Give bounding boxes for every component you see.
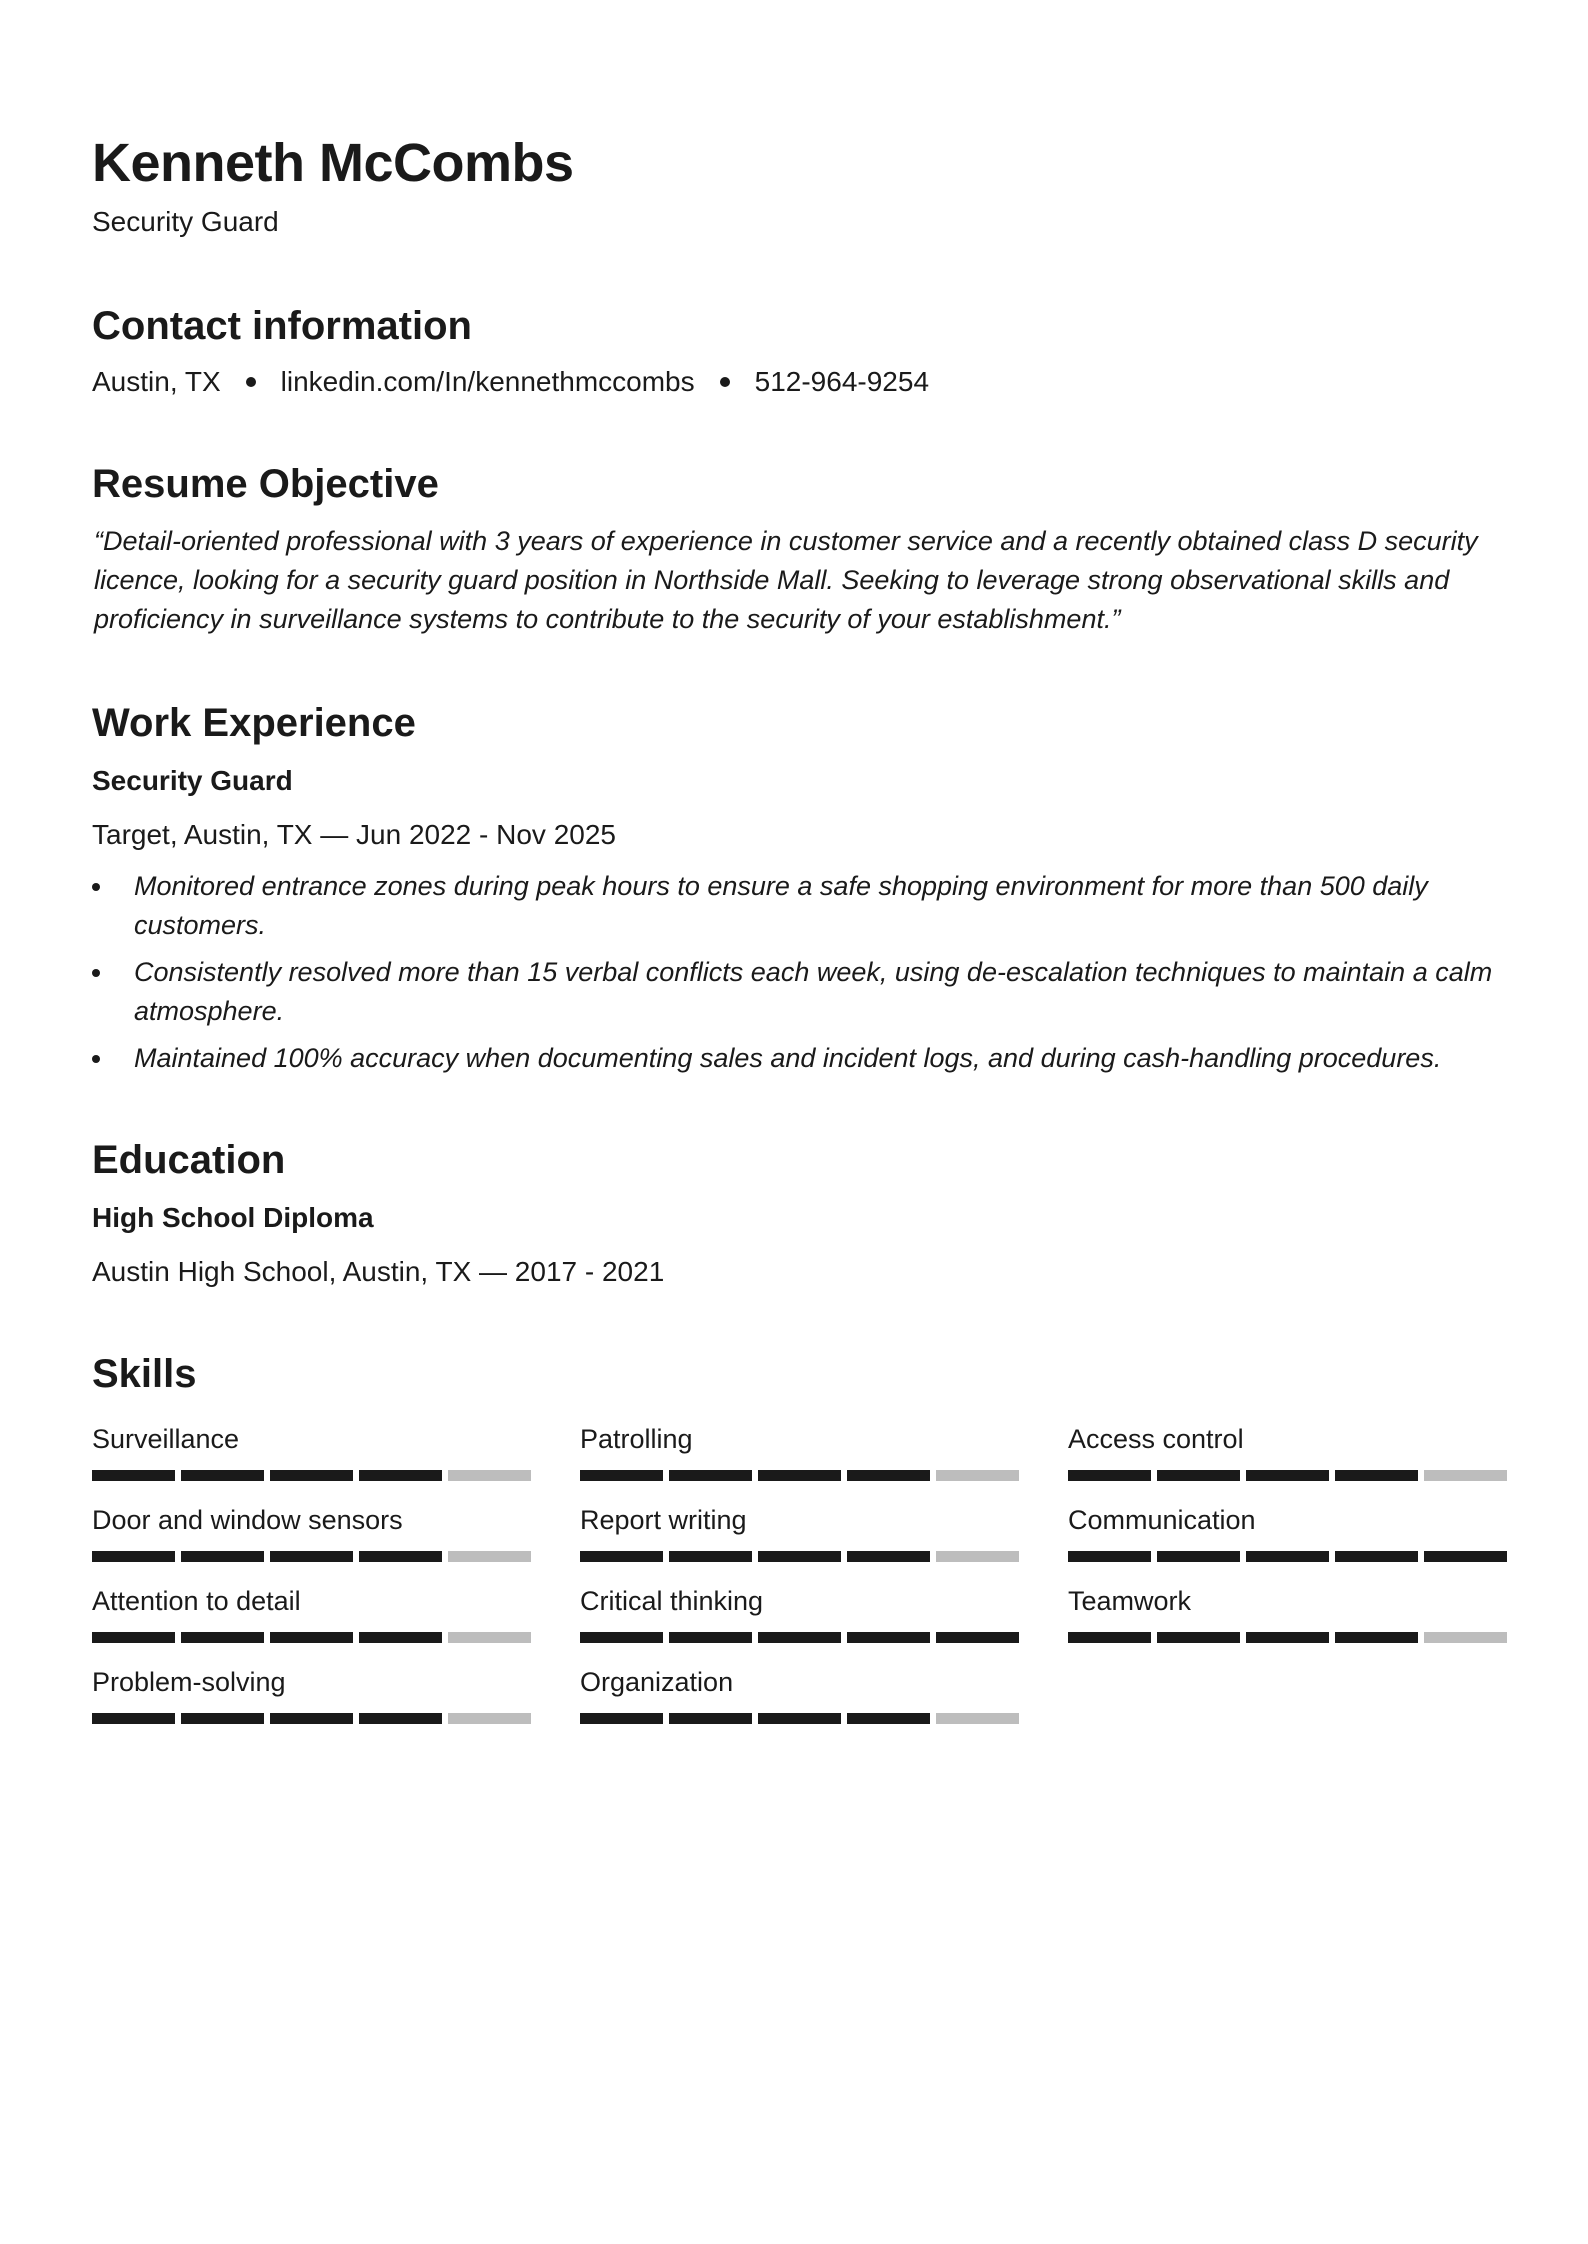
skill-level-segment-empty xyxy=(1424,1470,1507,1481)
skill-level-segment-filled xyxy=(669,1713,752,1724)
job-entry xyxy=(92,763,1496,1078)
skill-name: Teamwork xyxy=(1068,1586,1192,1616)
skill-name: Surveillance xyxy=(92,1424,240,1454)
skill-item xyxy=(1068,1422,1508,1481)
skill-level-segment-filled xyxy=(92,1713,175,1724)
job-bullet: Monitored entrance zones during peak hours to ensure a safe shopping environment for more than 500 daily customers. xyxy=(92,867,1534,945)
skill-level-segment-filled xyxy=(580,1713,663,1724)
skill-item xyxy=(580,1503,1020,1562)
contact-phone[interactable]: 512-964-9254 xyxy=(754,366,930,397)
skill-level-bar xyxy=(92,1713,532,1724)
skill-level-segment-filled xyxy=(847,1551,930,1562)
skill-level-segment-filled xyxy=(92,1551,175,1562)
skill-level-segment-filled xyxy=(270,1632,353,1643)
skill-level-segment-filled xyxy=(847,1713,930,1724)
skill-level-segment-empty xyxy=(448,1632,531,1643)
experience-section xyxy=(92,697,1496,1078)
contact-section xyxy=(92,300,1496,400)
job-bullets xyxy=(92,867,1496,1078)
skill-level-segment-filled xyxy=(936,1632,1019,1643)
objective-section xyxy=(92,458,1496,639)
skill-level-segment-filled xyxy=(1424,1551,1507,1562)
skill-level-segment-filled xyxy=(1335,1632,1418,1643)
skill-level-segment-filled xyxy=(669,1551,752,1562)
experience-heading: Work Experience xyxy=(92,701,416,745)
skill-level-segment-filled xyxy=(1157,1632,1240,1643)
skill-level-segment-filled xyxy=(270,1470,353,1481)
skills-section xyxy=(92,1348,1496,1724)
skill-level-segment-filled xyxy=(270,1713,353,1724)
skill-level-segment-empty xyxy=(448,1551,531,1562)
skill-item xyxy=(92,1503,532,1562)
skill-level-segment-filled xyxy=(758,1551,841,1562)
skill-level-segment-empty xyxy=(936,1551,1019,1562)
skill-level-segment-filled xyxy=(181,1551,264,1562)
skill-level-bar xyxy=(580,1632,1020,1643)
skill-level-bar xyxy=(1068,1632,1508,1643)
skill-name: Door and window sensors xyxy=(92,1505,403,1535)
skill-level-segment-empty xyxy=(1424,1632,1507,1643)
skill-level-segment-filled xyxy=(92,1470,175,1481)
skill-level-segment-filled xyxy=(1246,1470,1329,1481)
skill-level-bar xyxy=(92,1632,532,1643)
objective-heading: Resume Objective xyxy=(92,462,439,506)
skill-level-segment-filled xyxy=(758,1632,841,1643)
skill-level-segment-filled xyxy=(1335,1470,1418,1481)
education-section xyxy=(92,1134,1496,1290)
skill-level-segment-filled xyxy=(758,1470,841,1481)
skill-level-segment-filled xyxy=(359,1713,442,1724)
skill-item xyxy=(92,1422,532,1481)
skill-item xyxy=(92,1665,532,1724)
job-subtitle: Target, Austin, TX — Jun 2022 - Nov 2025 xyxy=(92,819,617,850)
skill-name: Critical thinking xyxy=(580,1586,764,1616)
skill-level-segment-filled xyxy=(847,1632,930,1643)
skill-level-segment-filled xyxy=(580,1470,663,1481)
skill-name: Attention to detail xyxy=(92,1586,301,1616)
objective-text: “Detail-oriented professional with 3 years of experience in customer service and a recently obtained class D security licence, looking for a security guard position in Northside Mall. Seeking to leverage strong observational skills and proficiency in surveillance systems to contribute to the security of your establishment.” xyxy=(94,526,1478,634)
job-title: Security Guard xyxy=(92,765,293,796)
skill-item xyxy=(92,1584,532,1643)
skill-level-bar xyxy=(1068,1470,1508,1481)
skill-level-segment-empty xyxy=(448,1470,531,1481)
skill-level-segment-filled xyxy=(181,1632,264,1643)
skill-level-segment-filled xyxy=(1246,1551,1329,1562)
skill-level-segment-filled xyxy=(580,1551,663,1562)
bullet-separator xyxy=(246,377,256,387)
skill-name: Problem-solving xyxy=(92,1667,286,1697)
skill-level-segment-filled xyxy=(580,1632,663,1643)
skill-level-segment-filled xyxy=(1246,1632,1329,1643)
education-heading: Education xyxy=(92,1138,286,1182)
skill-level-segment-filled xyxy=(1157,1470,1240,1481)
skill-level-segment-empty xyxy=(448,1713,531,1724)
skill-level-bar xyxy=(92,1551,532,1562)
bullet-separator xyxy=(720,377,730,387)
skill-level-segment-filled xyxy=(1068,1470,1151,1481)
skill-level-segment-filled xyxy=(1157,1551,1240,1562)
skill-level-segment-filled xyxy=(669,1470,752,1481)
skill-level-segment-filled xyxy=(181,1713,264,1724)
skill-level-segment-filled xyxy=(669,1632,752,1643)
skill-level-segment-filled xyxy=(181,1470,264,1481)
candidate-title: Security Guard xyxy=(92,206,279,237)
skill-level-segment-filled xyxy=(270,1551,353,1562)
skill-level-bar xyxy=(580,1713,1020,1724)
contact-heading: Contact information xyxy=(92,304,472,348)
contact-linkedin[interactable]: linkedin.com/In/kennethmccombs xyxy=(280,366,695,397)
skill-level-segment-filled xyxy=(1068,1632,1151,1643)
skill-level-segment-filled xyxy=(359,1551,442,1562)
education-degree: High School Diploma xyxy=(92,1202,374,1233)
skill-name: Report writing xyxy=(580,1505,747,1535)
contact-location: Austin, TX xyxy=(92,366,221,397)
skill-level-segment-filled xyxy=(92,1632,175,1643)
skill-name: Patrolling xyxy=(580,1424,693,1454)
skill-level-segment-empty xyxy=(936,1470,1019,1481)
skill-name: Communication xyxy=(1068,1505,1256,1535)
candidate-name: Kenneth McCombs xyxy=(92,133,574,193)
skill-level-segment-filled xyxy=(847,1470,930,1481)
contact-row xyxy=(92,364,1496,400)
skill-level-bar xyxy=(1068,1551,1508,1562)
skill-level-segment-empty xyxy=(936,1713,1019,1724)
skills-grid xyxy=(92,1422,1496,1724)
skill-item xyxy=(580,1665,1020,1724)
skill-level-bar xyxy=(580,1470,1020,1481)
skill-item xyxy=(1068,1584,1508,1643)
skill-level-bar xyxy=(580,1551,1020,1562)
skill-level-bar xyxy=(92,1470,532,1481)
skill-level-segment-filled xyxy=(1068,1551,1151,1562)
skill-level-segment-filled xyxy=(758,1713,841,1724)
skill-item xyxy=(580,1422,1020,1481)
skill-item xyxy=(580,1584,1020,1643)
skill-level-segment-filled xyxy=(359,1632,442,1643)
job-bullet: Maintained 100% accuracy when documenting sales and incident logs, and during cash-handling procedures. xyxy=(92,1039,1534,1078)
skill-item xyxy=(1068,1503,1508,1562)
job-bullet: Consistently resolved more than 15 verbal conflicts each week, using de-escalation techniques to maintain a calm atmosphere. xyxy=(92,953,1534,1031)
skills-heading: Skills xyxy=(92,1352,197,1396)
skill-level-segment-filled xyxy=(1335,1551,1418,1562)
skill-level-segment-filled xyxy=(359,1470,442,1481)
skill-name: Organization xyxy=(580,1667,734,1697)
education-subtitle: Austin High School, Austin, TX — 2017 - 2021 xyxy=(92,1256,665,1287)
skill-name: Access control xyxy=(1068,1424,1244,1454)
